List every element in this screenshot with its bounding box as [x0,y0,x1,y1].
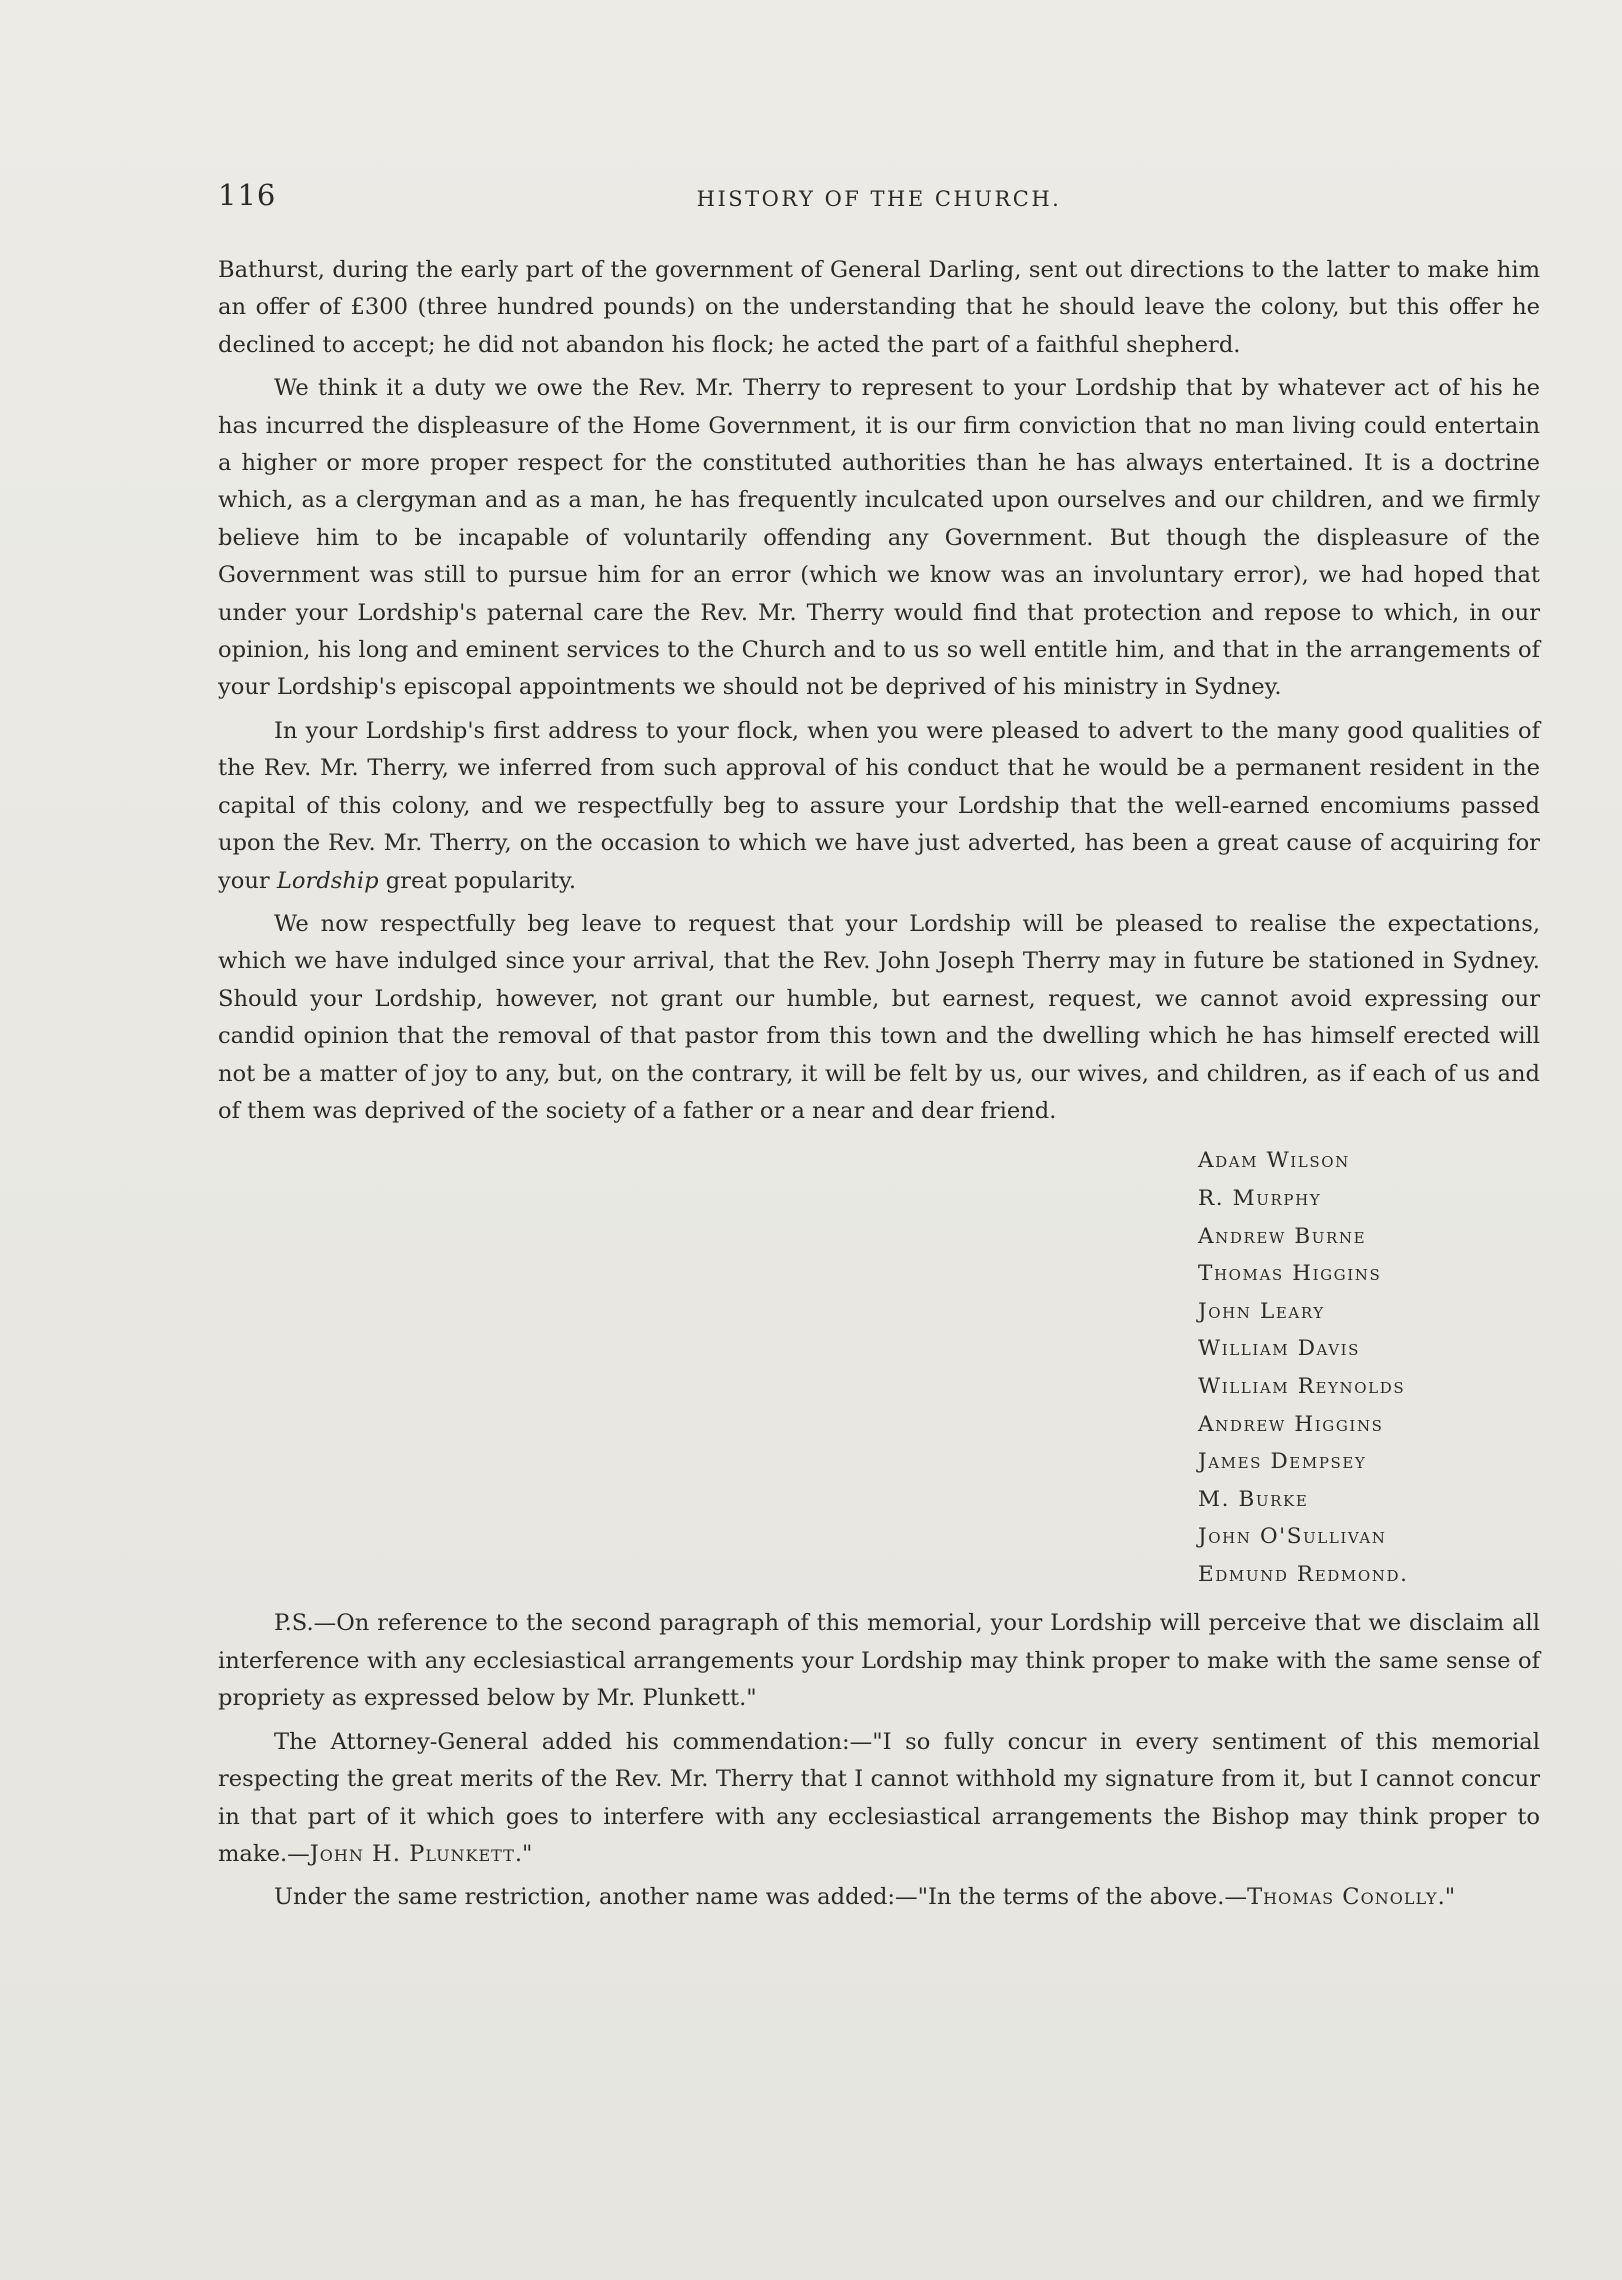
paragraph-first-address-text: In your Lordship's first address to your flock, when you were pleased to advert to the many good qualities of the Rev. Mr. Therry, we inferred from such approval of his conduct that he would be a permanent resident in the capital of this colony, and we respectfully beg to assure your Lordship that the well-earned encomiums passed upon the Rev. Mr. Therry, on the occasion to which we have just adverted, has been a great cause of acquiring for your [218,717,1540,894]
attorney-general-text: The Attorney-General added his commendation:—"I so fully concur in every sentiment of this memorial respecting the great merits of the Rev. Mr. Therry that I cannot withhold my signature from it, but I cannot concur in that part of it which goes to interfere with any ecclesiastical arrangements the Bishop may think proper to make.— [218,1728,1540,1867]
signatory: William Reynolds [1198,1373,1406,1399]
conolly-signature: Thomas Conolly [1247,1884,1438,1911]
attorney-general-paragraph [218,1724,1540,1874]
paragraph-continued: Bathurst, during the early part of the government of General Darling, sent out directions to the latter to make him an offer of £300 (three hundred pounds) on the understanding that he should leave the colony, but this offer he declined to accept; he did not abandon his flock; he acted the part of a faithful shepherd. [218,257,1540,358]
paragraph-duty: We think it a duty we owe the Rev. Mr. Therry to represent to your Lordship that by whatever act of his he has incurred the displeasure of the Home Government, it is our firm conviction that no man living could entertain a higher or more proper respect for the constituted authorities than he has always entertained. It is a doctrine which, as a clergyman and as a man, he has frequently inculcated upon ourselves and our children, and we firmly believe him to be incapable of voluntarily offending any Government. But though the displeasure of the Government was still to pursue him for an error (which we know was an involuntary error), we had hoped that under your Lordship's paternal care the Rev. Mr. Therry would find that protection and repose to which, in our opinion, his long and eminent services to the Church and to us so well entitle him, and that in the arrangements of your Lordship's episcopal appointments we should not be deprived of his ministry in Sydney. [218,375,1540,701]
postscript: P.S.—On reference to the second paragraph of this memorial, your Lordship will perceive that we disclaim all interference with any ecclesiastical arrangements your Lordship may think proper to make with the same sense of propriety as expressed below by Mr. Plunkett." [218,1610,1540,1712]
signatory: Andrew Higgins [1198,1411,1384,1437]
signatory: Adam Wilson [1198,1148,1350,1174]
signatory: William Davis [1198,1336,1361,1362]
plunkett-signature: John H. Plunkett [309,1840,515,1867]
signatory: John Leary [1198,1298,1325,1324]
running-title: HISTORY OF THE CHURCH. [696,187,1062,211]
page-number: 116 [218,178,277,212]
conolly-text: Under the same restriction, another name was added:—"In the terms of the above.— [274,1884,1248,1911]
signatory: James Dempsey [1198,1449,1367,1475]
signatory: Thomas Higgins [1198,1261,1382,1287]
conolly-paragraph [218,1879,1540,1916]
paragraph-first-address [218,713,1540,900]
body-text [218,252,1540,1917]
attorney-general-closing: ." [514,1840,533,1867]
signatory: Andrew Burne [1198,1223,1367,1249]
conolly-closing: ." [1437,1884,1456,1911]
paragraph-request: We now respectfully beg leave to request that your Lordship will be pleased to realise the expectations, which we have indulged since your arrival, that the Rev. John Joseph Therry may in future be stationed in Sydney. Should your Lordship, however, not grant our humble, but earnest, request, we cannot avoid expressing our candid opinion that the removal of that pastor from this town and the dwelling which he has himself erected will not be a matter of joy to any, but, on the contrary, it will be felt by us, our wives, and children, as if each of us and of them was deprived of the society of a father or a near and dear friend. [218,910,1540,1124]
italic-lordship: Lordship [276,867,379,894]
signatory: M. Burke [1198,1486,1309,1512]
signatory-list [1198,1142,1528,1593]
signatory: John O'Sullivan [1198,1524,1387,1550]
signatory: Edmund Redmond. [1198,1561,1409,1587]
paragraph-first-address-end: great popularity. [378,867,576,894]
page-header [218,178,1540,218]
signatory: R. Murphy [1198,1185,1322,1211]
